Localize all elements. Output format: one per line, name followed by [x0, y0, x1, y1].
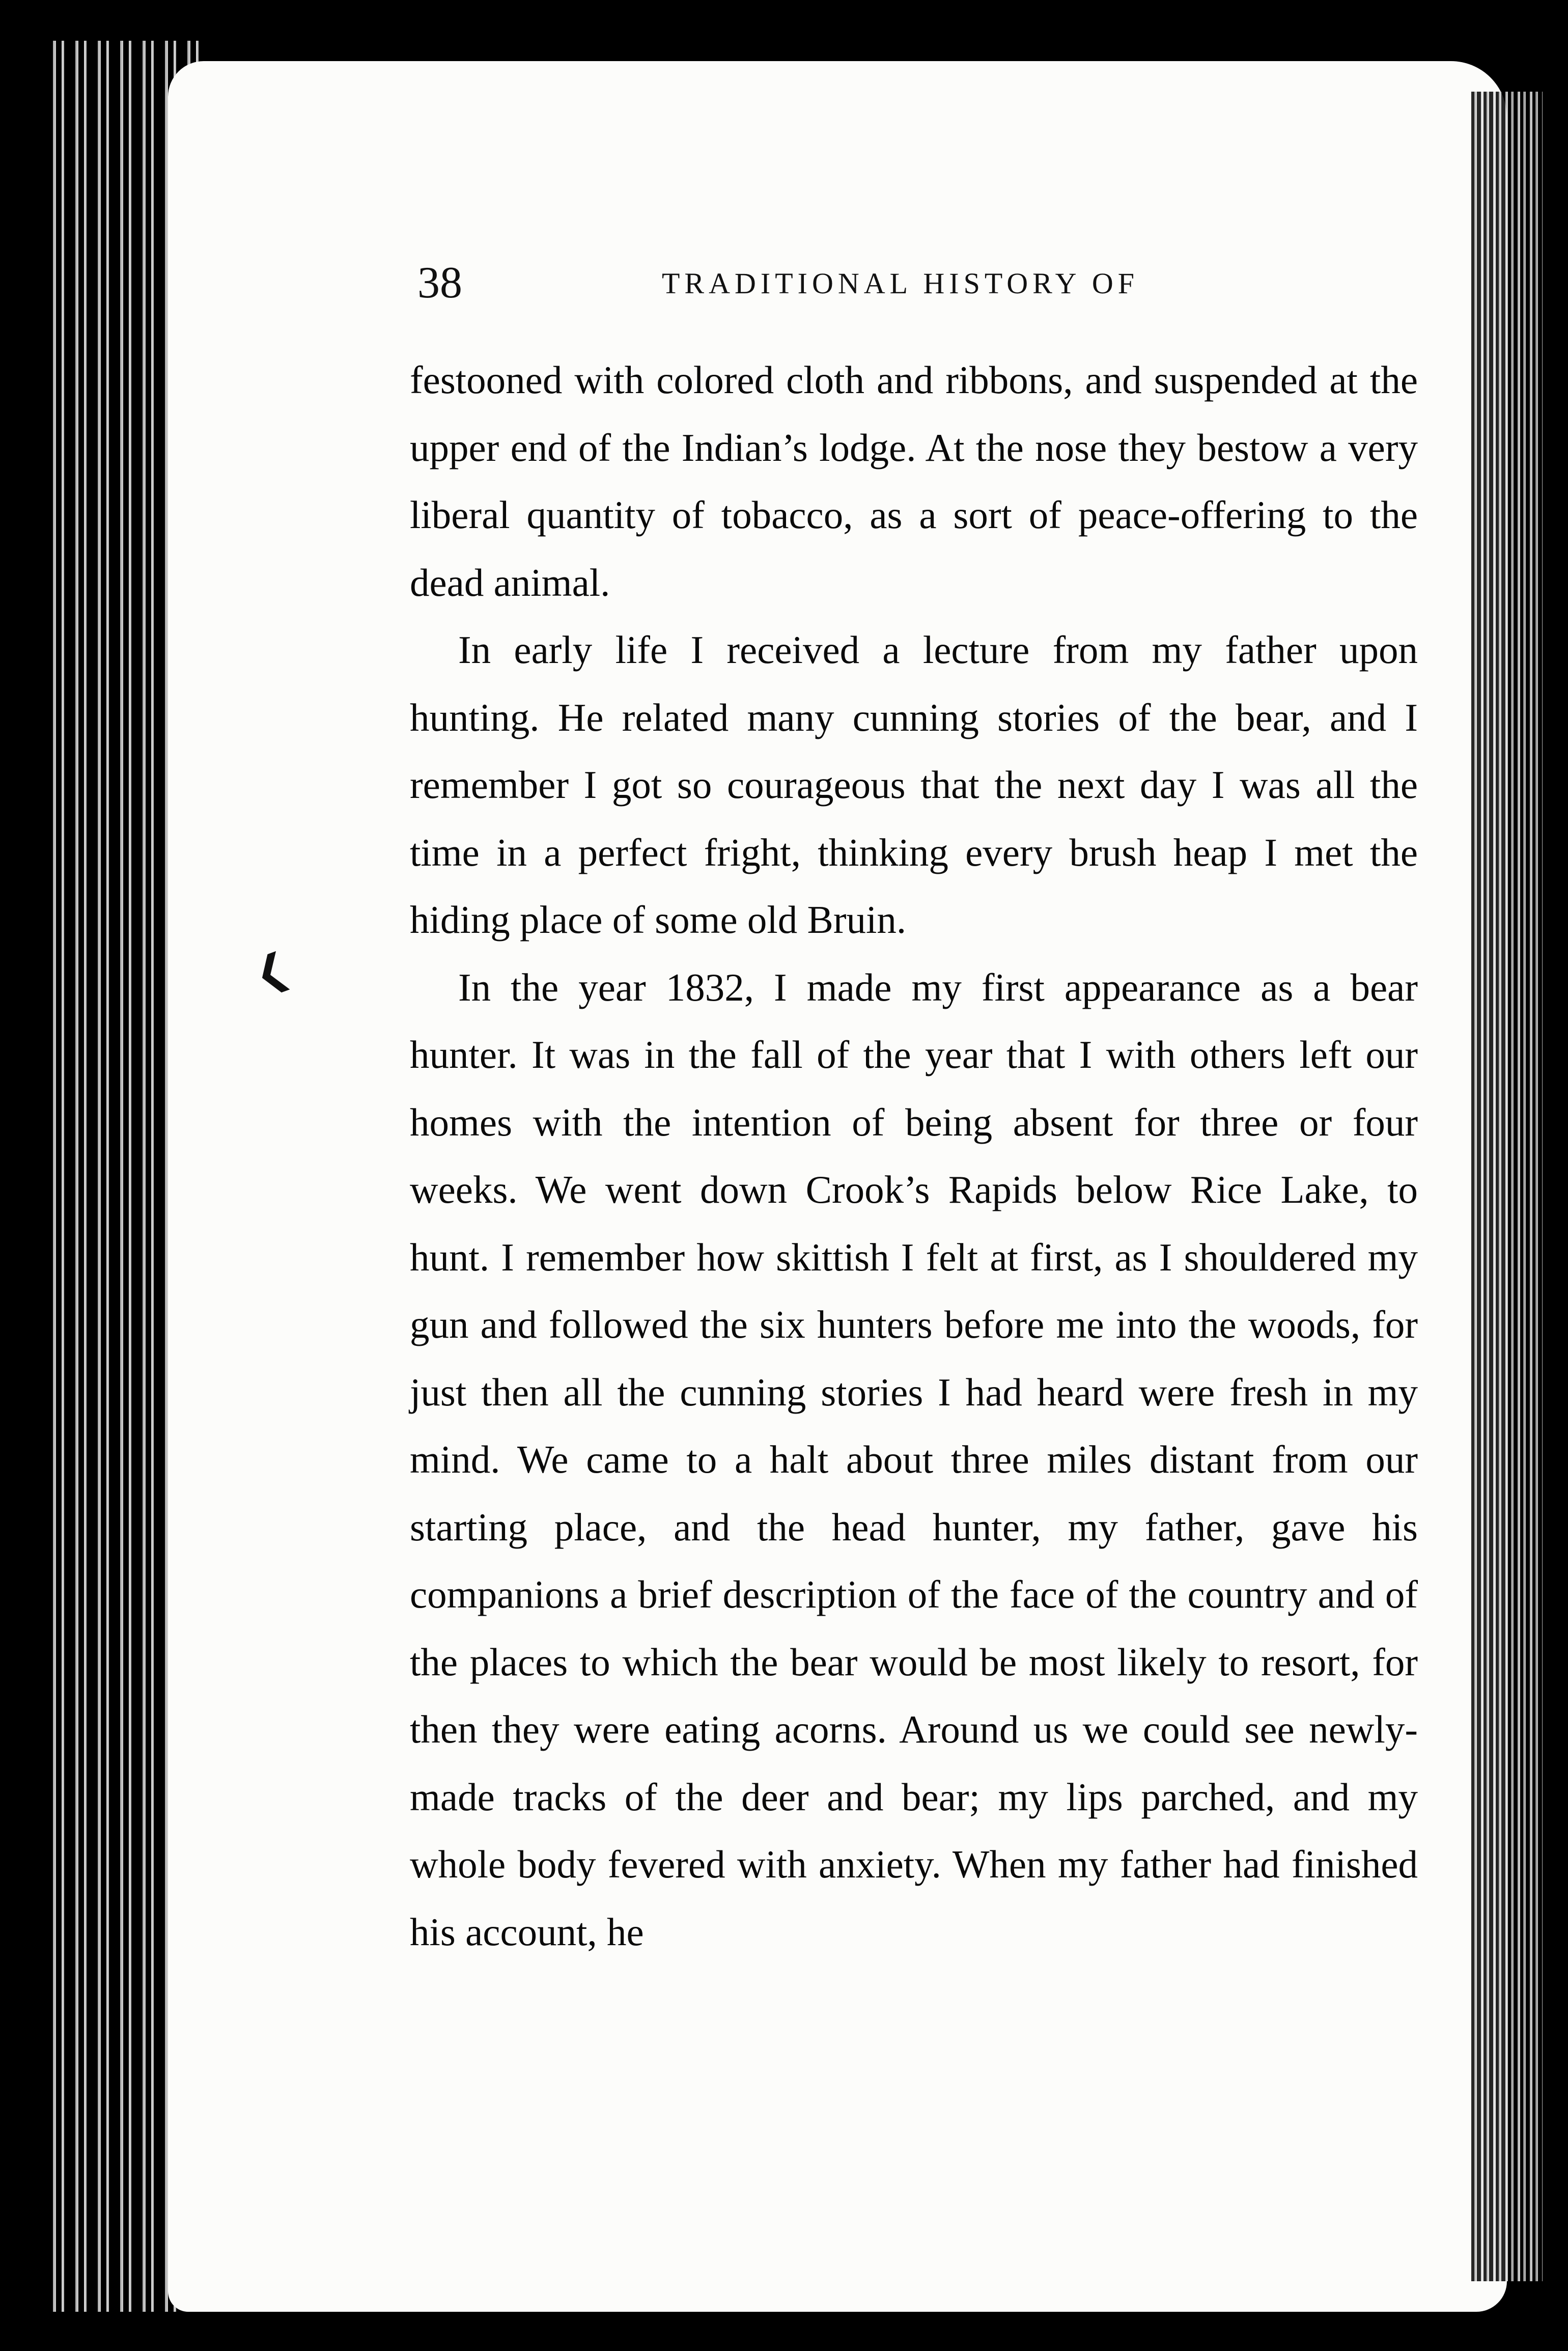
- paragraph: In the year 1832, I made my first appearance as a bear hunter. It was in the fall of the year that I with others left our homes with the intention of being absent for three or four weeks. We went down Crook’s Rapids below Rice Lake, to hunt. I remember how skittish I felt at first, as I shouldered my gun and followed the six hunters before me into the woods, for just then all the cunning stories I had heard were fresh in my mind. We came to a halt about three miles distant from our starting place, and the head hunter, my father, gave his companions a brief description of the face of the country and of the places to which the bear would be most likely to resort, for then they were eating acorns. Around us we could see newly-made tracks of the deer and bear; my lips parched, and my whole body fevered with anxiety. When my father had finished his account, he: [410, 965, 1418, 1954]
- page-number: 38: [417, 258, 462, 308]
- paragraph: In early life I received a lecture from my father upon hunting. He related many cunning stories of the bear, and I remember I got so courageous that the next day I was all the time in a perfect fright, thinking every brush heap I met the hiding place of some old Bruin.: [410, 628, 1418, 942]
- margin-ink-mark: ❮: [247, 943, 296, 999]
- body-text: [410, 346, 1418, 1966]
- running-head: TRADITIONAL HISTORY OF: [662, 267, 1139, 300]
- paragraph: festooned with colored cloth and ribbons, and suspended at the upper end of the Indian’s lodge. At the nose they bestow a very liberal quantity of tobacco, as a sort of peace-offering to the dead animal.: [410, 358, 1418, 604]
- right-page-edges: [1471, 92, 1543, 2281]
- page-header: [417, 257, 1385, 313]
